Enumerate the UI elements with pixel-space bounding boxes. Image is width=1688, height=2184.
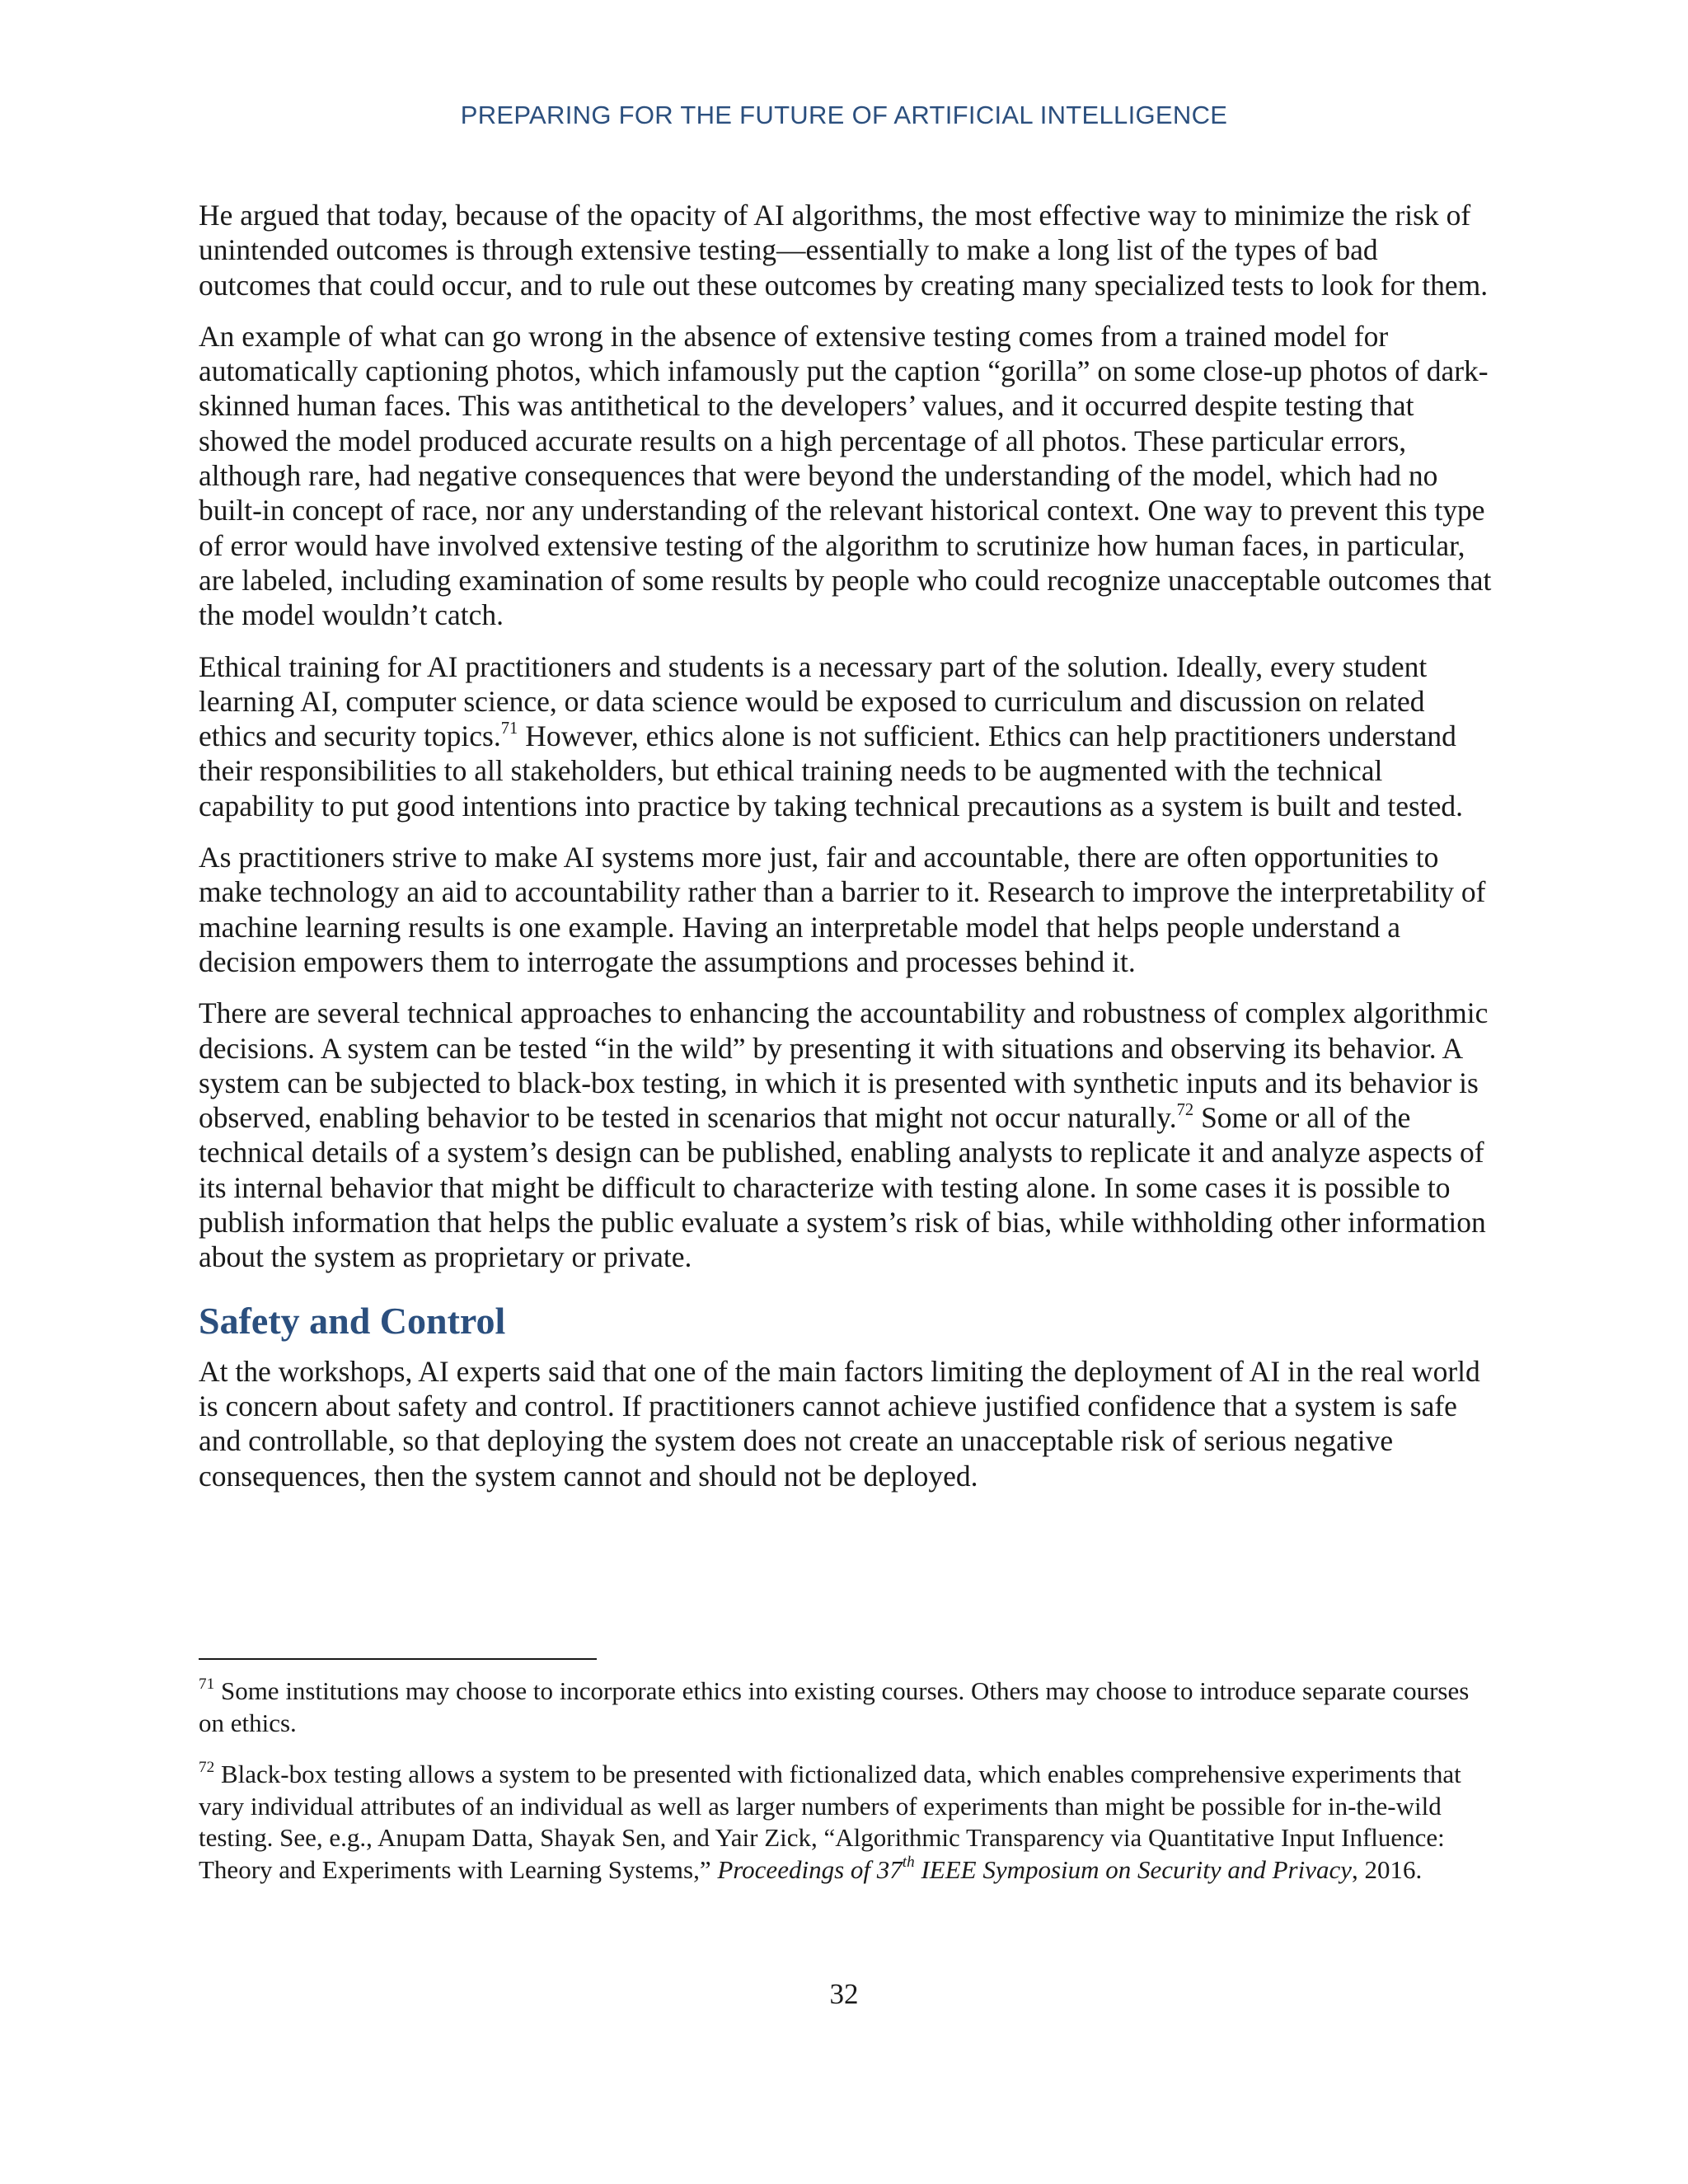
footnote-72-journal (717, 1855, 1352, 1884)
main-text (199, 198, 1493, 1510)
paragraph-captioning-example: An example of what can go wrong in the absence of extensive testing comes from a trained model for automatically captioning photos, which infamously put the caption “gorilla” on some close-up photos of dark-skinned human faces. This was antithetical to the developers’ values, and it occurred despite testing that showed the model produced accurate results on a high percentage of all photos. These particular errors, although rare, had negative consequences that were beyond the understanding of the model, which had no built-in concept of race, nor any understanding of the relevant historical context. One way to prevent this type of error would have involved extensive testing of the algorithm to scrutinize how human faces, in particular, are labeled, including examination of some results by people who could recognize unacceptable outcomes that the model wouldn’t catch. (199, 319, 1492, 632)
footnote-72-journal-b: IEEE Symposium on Security and Privacy (914, 1854, 1352, 1884)
footnote-72-journal-a: Proceedings of 37 (717, 1854, 903, 1884)
paragraph-technical-approaches-text-b: Some or all of the technical details of a system’s design can be published, enabling analysts to replicate it and analyze aspects of its internal behavior that might be difficult to characterize with testing alone. In some cases it is possible to publish information that helps the public evaluate a system’s risk of bias, while withholding other information about the system as proprietary or private. (199, 1101, 1486, 1274)
footnote-72-number: 72 (199, 1758, 215, 1776)
paragraph-safety-control: At the workshops, AI experts said that one of the main factors limiting the deployment of AI in the real world is concern about safety and control. If practitioners cannot achieve justified confidence that a system is safe and controllable, so that deploying the system does not create an unacceptable risk of serious negative consequences, then the system cannot and should not be deployed. (199, 1354, 1480, 1493)
paragraph-testing-opacity: He argued that today, because of the opacity of AI algorithms, the most effective way to minimize the risk of unintended outcomes is through extensive testing—essentially to make a long list of the types of bad outcomes that could occur, and to rule out these outcomes by creating many specialized tests to look for them. (199, 199, 1489, 302)
footnote-72 (199, 1759, 1493, 1886)
paragraph-ethical-training-text-a: Ethical training for AI practitioners and students is a necessary part of the solution. Ideally, every student learning AI, computer science, or data science would be exposed to curriculum and discussion on related ethics and security topics. (199, 649, 1428, 753)
paragraph-technical-approaches (199, 996, 1493, 1274)
footnotes (199, 1675, 1493, 1905)
footnote-72-journal-superscript: th (902, 1854, 915, 1872)
section-heading-safety-and-control: Safety and Control (199, 1299, 506, 1342)
footnote-72-tail: , 2016. (1352, 1854, 1423, 1884)
footnote-ref-72[interactable]: 72 (1176, 1101, 1194, 1120)
paragraph-ethical-training-text-b: However, ethics alone is not sufficient. Ethics can help practitioners understand their responsibilities to all stakeholders, but ethical training needs to be augmented with the technical capability to put good intentions into practice by taking technical precautions as a system is built and tested. (199, 719, 1464, 823)
paragraph-ethical-training (199, 649, 1493, 823)
running-header: PREPARING FOR THE FUTURE OF ARTIFICIAL INTELLIGENCE (460, 101, 1228, 129)
paragraph-technical-approaches-text-a: There are several technical approaches to enhancing the accountability and robustness of complex algorithmic decisions. A system can be tested “in the wild” by presenting it with situations and observing its behavior. A system can be subjected to black-box testing, in which it is presented with synthetic inputs and its behavior is observed, enabling behavior to be tested in scenarios that might not occur naturally. (199, 996, 1489, 1135)
footnote-divider (199, 1658, 597, 1660)
footnote-71-number: 71 (199, 1675, 215, 1693)
footnote-71 (199, 1675, 1493, 1739)
page-number: 32 (829, 1978, 859, 2010)
footnote-72-text: Black-box testing allows a system to be presented with fictionalized data, which enables comprehensive experiments that vary individual attributes of an individual as well as larger numbers of experiments than might be possible for in-the-wild testing. See, e.g., Anupam Datta, Shayak Sen, and Yair Zick, “Algorithmic Transparency via Quantitative Input Influence: Theory and Experiments with Learning Systems,” (199, 1760, 1461, 1884)
footnote-ref-71[interactable]: 71 (500, 719, 518, 738)
paragraph-accountability: As practitioners strive to make AI systems more just, fair and accountable, there are often opportunities to make technology an aid to accountability rather than a barrier to it. Research to improve the interpretability of machine learning results is one example. Having an interpretable model that helps people understand a decision empowers them to interrogate the assumptions and processes behind it. (199, 841, 1486, 978)
footnote-71-text: Some institutions may choose to incorporate ethics into existing courses. Others may choose to introduce separate courses on ethics. (199, 1676, 1470, 1737)
